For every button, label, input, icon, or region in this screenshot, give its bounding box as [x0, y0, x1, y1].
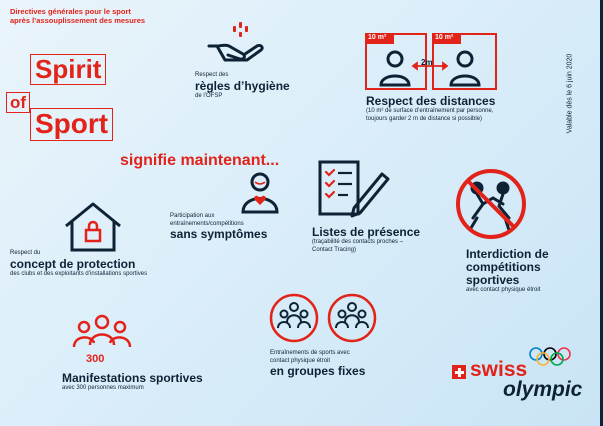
symptoms-text [170, 213, 267, 241]
distances-sub-1: (10 m² de surface d’entraînement par personne, [366, 108, 494, 114]
distances-text [366, 95, 495, 123]
presence-sub-2: Contact Tracing) [312, 246, 357, 253]
distances-sub-2: toujours garder 2 m de distance si possible) [366, 115, 483, 122]
subtitle: signifie maintenant... [120, 152, 280, 169]
presence-sub-1: (traçabilité des contacts proches – [312, 239, 404, 245]
distances-main: Respect des distances [366, 94, 496, 108]
groups-pre-2: contact physique étroit [270, 357, 331, 364]
valid-date: Valable dès le 6 juin 2020 [566, 53, 574, 134]
protection-text [10, 250, 147, 278]
title-of: of [6, 92, 30, 113]
fixed-groups-icon [268, 292, 380, 344]
distance-area-1: 10 m² [368, 34, 387, 41]
hygiene-hand-icon [205, 22, 265, 67]
hygiene-text [195, 72, 290, 100]
hygiene-pre: Respect des [195, 72, 229, 78]
groups-text [270, 350, 365, 378]
events-number: 300 [86, 353, 105, 365]
presence-text [312, 226, 420, 254]
protection-main: concept de protection [10, 256, 136, 271]
groups-main: en groupes fixes [270, 364, 366, 378]
header-text [10, 7, 200, 25]
logo-olympic: olympic [503, 378, 583, 401]
checklist-icon [318, 160, 393, 218]
competition-text [466, 248, 549, 295]
header-line-1: Directives générales pour le sport [10, 7, 131, 16]
house-lock-icon [62, 200, 124, 252]
hygiene-main: règles d’hygiène [195, 78, 290, 93]
no-contact-sport-icon [455, 168, 527, 240]
presence-main: Listes de présence [312, 225, 421, 239]
events-main: Manifestations sportives [62, 371, 203, 385]
title-spirit: Spirit [30, 54, 106, 85]
protection-sub: des clubs et des exploitants d’installations sportives [10, 270, 148, 277]
title-sport: Sport [30, 108, 113, 141]
protection-pre: Respect du [10, 250, 41, 256]
groups-pre-1: Entraînements de sports avec [270, 350, 350, 356]
competition-line-3: sportives [466, 273, 520, 287]
competition-sub: avec contact physique étroit [466, 287, 541, 293]
events-text [62, 372, 203, 393]
healthy-person-icon [240, 172, 280, 216]
crowd-icon [72, 313, 132, 353]
distance-area-2: 10 m² [435, 34, 454, 41]
hygiene-post: de l’OFSP [195, 92, 223, 99]
symptoms-main: sans symptômes [170, 227, 268, 241]
symptoms-pre-2: entraînements/compétitions [170, 220, 244, 227]
header-line-2: après l’assouplissement des mesures [10, 16, 146, 25]
logo-swiss: swiss [470, 358, 528, 381]
competition-line-1: Interdiction de [466, 247, 549, 261]
events-sub: avec 300 personnes maximum [62, 385, 144, 391]
olympic-rings-icon [528, 347, 582, 365]
swiss-cross-icon [452, 365, 466, 379]
competition-line-2: compétitions [466, 260, 541, 274]
symptoms-pre-1: Participation aux [170, 213, 215, 219]
distance-gap: 2m [421, 58, 433, 67]
